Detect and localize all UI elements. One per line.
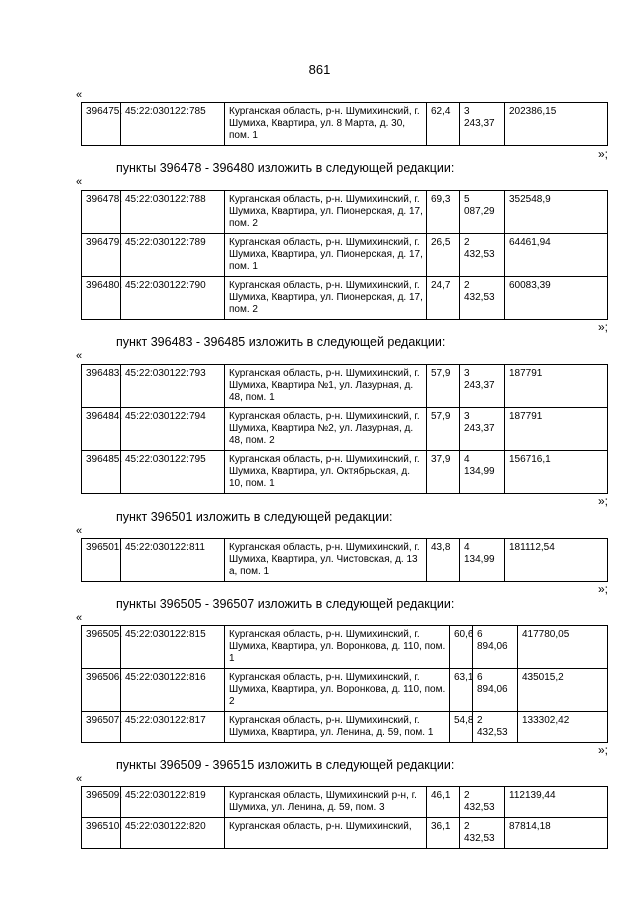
- parcel-table: [81, 364, 608, 494]
- section-heading: пункты 396478 - 396480 изложить в следующей редакции:: [116, 161, 455, 175]
- rate: 2 432,53: [460, 787, 505, 818]
- cadastral-number: 45:22:030122:811: [121, 539, 225, 582]
- rate: 4 134,99: [460, 539, 505, 582]
- table-row: [82, 787, 608, 818]
- rate: 6 894,06: [473, 669, 518, 712]
- cadastral-value: 435015,2: [518, 669, 608, 712]
- item-number: 396501.: [82, 539, 121, 582]
- table-row: [82, 626, 608, 669]
- cadastral-number: 45:22:030122:793: [121, 365, 225, 408]
- rate: 3 243,37: [460, 103, 505, 146]
- section-heading: пункты 396505 - 396507 изложить в следующей редакции:: [116, 597, 455, 611]
- rate: 4 134,99: [460, 451, 505, 494]
- cadastral-value: 202386,15: [505, 103, 608, 146]
- parcel-table: [81, 625, 608, 743]
- area: 36,1: [427, 818, 460, 849]
- table-row: [82, 669, 608, 712]
- cadastral-value: 87814,18: [505, 818, 608, 849]
- table-row: [82, 451, 608, 494]
- opening-quote: «: [76, 525, 83, 537]
- table-row: [82, 234, 608, 277]
- cadastral-number: 45:22:030122:795: [121, 451, 225, 494]
- rate: 2 432,53: [460, 818, 505, 849]
- address: Курганская область, р-н. Шумихинский, г. Шумиха, Квартира, ул. Пионерская, д. 17, пом. 2: [225, 277, 427, 320]
- item-number: 396506.: [82, 669, 121, 712]
- cadastral-number: 45:22:030122:794: [121, 408, 225, 451]
- item-number: 396484.: [82, 408, 121, 451]
- address: Курганская область, р-н. Шумихинский, г. Шумиха, Квартира №2, ул. Лазурная, д. 48, пом. 2: [225, 408, 427, 451]
- address: Курганская область, Шумихинский р-н, г. Шумиха, ул. Ленина, д. 59, пом. 3: [225, 787, 427, 818]
- closing-quote: »;: [597, 320, 608, 334]
- item-number: 396505.: [82, 626, 121, 669]
- address: Курганская область, р-н. Шумихинский, г. Шумиха, Квартира, ул. Октябрьская, д. 10, пом. 1: [225, 451, 427, 494]
- item-number: 396509.: [82, 787, 121, 818]
- area: 62,4: [427, 103, 460, 146]
- cadastral-value: 352548,9: [505, 191, 608, 234]
- address: Курганская область, р-н. Шумихинский, г. Шумиха, Квартира №1, ул. Лазурная, д. 48, пом. 1: [225, 365, 427, 408]
- cadastral-value: 156716,1: [505, 451, 608, 494]
- item-number: 396478.: [82, 191, 121, 234]
- area: 46,1: [427, 787, 460, 818]
- rate: 2 432,53: [473, 712, 518, 743]
- opening-quote: «: [76, 176, 83, 188]
- address: Курганская область, р-н. Шумихинский, г. Шумиха, Квартира, ул. Пионерская, д. 17, пом. 2: [225, 191, 427, 234]
- item-number: 396483.: [82, 365, 121, 408]
- address: Курганская область, р-н. Шумихинский, г. Шумиха, Квартира, ул. 8 Марта, д. 30, пом. 1: [225, 103, 427, 146]
- cadastral-value: 181112,54: [505, 539, 608, 582]
- opening-quote: «: [76, 350, 83, 362]
- address: Курганская область, р-н. Шумихинский, г. Шумиха, Квартира, ул. Воронкова, д. 110, пом. 2: [225, 669, 450, 712]
- parcel-table: [81, 786, 608, 849]
- rate: 2 432,53: [460, 234, 505, 277]
- cadastral-number: 45:22:030122:816: [121, 669, 225, 712]
- area: 26,5: [427, 234, 460, 277]
- rate: 3 243,37: [460, 408, 505, 451]
- cadastral-value: 187791: [505, 408, 608, 451]
- table-row: [82, 191, 608, 234]
- opening-quote: «: [76, 612, 83, 624]
- rate: 6 894,06: [473, 626, 518, 669]
- cadastral-number: 45:22:030122:815: [121, 626, 225, 669]
- rate: 2 432,53: [460, 277, 505, 320]
- cadastral-number: 45:22:030122:820: [121, 818, 225, 849]
- area: 37,9: [427, 451, 460, 494]
- cadastral-number: 45:22:030122:785: [121, 103, 225, 146]
- area: 57,9: [427, 408, 460, 451]
- cadastral-number: 45:22:030122:819: [121, 787, 225, 818]
- cadastral-number: 45:22:030122:788: [121, 191, 225, 234]
- table-row: [82, 103, 608, 146]
- area: 69,3: [427, 191, 460, 234]
- table-row: [82, 277, 608, 320]
- cadastral-value: 133302,42: [518, 712, 608, 743]
- table-row: [82, 408, 608, 451]
- area: 60,6: [450, 626, 473, 669]
- area: 63,1: [450, 669, 473, 712]
- parcel-table: [81, 102, 608, 146]
- opening-quote: «: [76, 89, 83, 101]
- cadastral-value: 112139,44: [505, 787, 608, 818]
- rate: 5 087,29: [460, 191, 505, 234]
- section-heading: пункт 396501 изложить в следующей редакции:: [116, 510, 393, 524]
- item-number: 396480.: [82, 277, 121, 320]
- cadastral-number: 45:22:030122:817: [121, 712, 225, 743]
- address: Курганская область, р-н. Шумихинский, г. Шумиха, Квартира, ул. Воронкова, д. 110, пом. 1: [225, 626, 450, 669]
- page-number: 861: [308, 62, 331, 77]
- closing-quote: »;: [597, 494, 608, 508]
- table-row: [82, 712, 608, 743]
- item-number: 396507.: [82, 712, 121, 743]
- parcel-table: [81, 538, 608, 582]
- cadastral-value: 417780,05: [518, 626, 608, 669]
- table-row: [82, 365, 608, 408]
- item-number: 396475.: [82, 103, 121, 146]
- section-heading: пункты 396509 - 396515 изложить в следующей редакции:: [116, 758, 455, 772]
- area: 54,8: [450, 712, 473, 743]
- area: 24,7: [427, 277, 460, 320]
- address: Курганская область, р-н. Шумихинский, г. Шумиха, Квартира, ул. Пионерская, д. 17, пом. 1: [225, 234, 427, 277]
- cadastral-value: 187791: [505, 365, 608, 408]
- cadastral-number: 45:22:030122:790: [121, 277, 225, 320]
- closing-quote: »;: [597, 743, 608, 757]
- parcel-table: [81, 190, 608, 320]
- rate: 3 243,37: [460, 365, 505, 408]
- item-number: 396479.: [82, 234, 121, 277]
- section-heading: пункт 396483 - 396485 изложить в следующей редакции:: [116, 335, 446, 349]
- area: 57,9: [427, 365, 460, 408]
- closing-quote: »;: [597, 147, 608, 161]
- cadastral-value: 64461,94: [505, 234, 608, 277]
- item-number: 396485.: [82, 451, 121, 494]
- table-row: [82, 818, 608, 849]
- address: Курганская область, р-н. Шумихинский,: [225, 818, 427, 849]
- area: 43,8: [427, 539, 460, 582]
- opening-quote: «: [76, 773, 83, 785]
- cadastral-number: 45:22:030122:789: [121, 234, 225, 277]
- cadastral-value: 60083,39: [505, 277, 608, 320]
- item-number: 396510.: [82, 818, 121, 849]
- closing-quote: »;: [597, 582, 608, 596]
- address: Курганская область, р-н. Шумихинский, г. Шумиха, Квартира, ул. Чистовская, д. 13 а, пом. 1: [225, 539, 427, 582]
- address: Курганская область, р-н. Шумихинский, г. Шумиха, Квартира, ул. Ленина, д. 59, пом. 1: [225, 712, 450, 743]
- table-row: [82, 539, 608, 582]
